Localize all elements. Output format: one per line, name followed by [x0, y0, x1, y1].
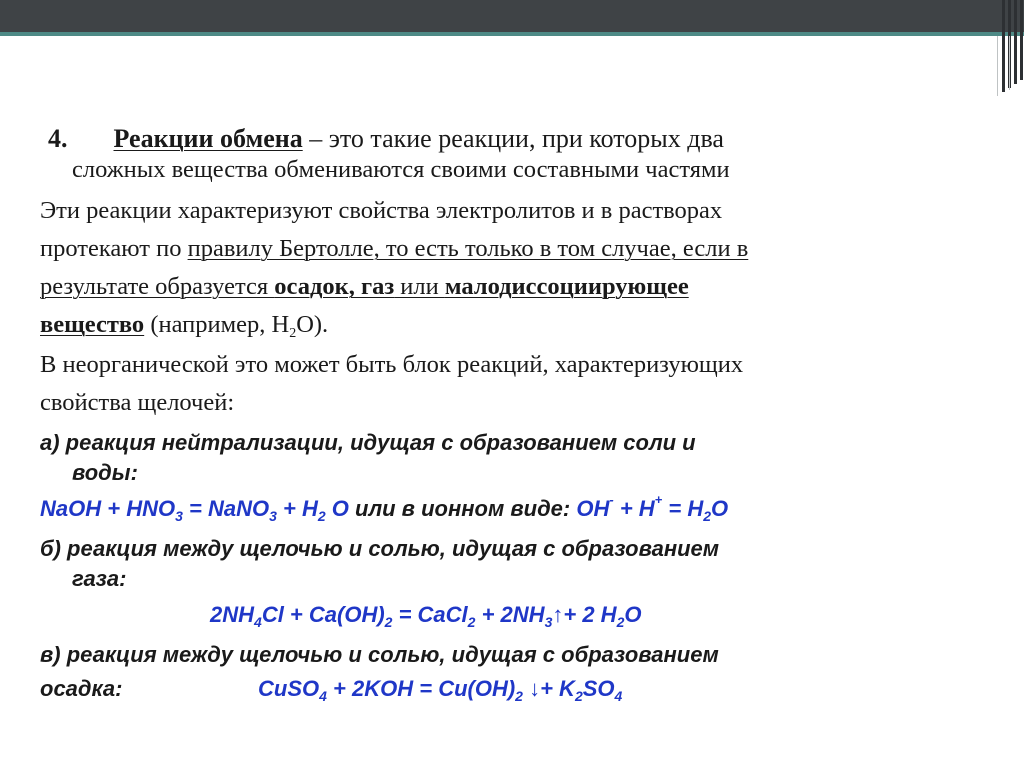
subscript: 2 [515, 688, 523, 704]
para2-line-2: свойства щелочей: [40, 389, 235, 416]
subscript: 3 [544, 614, 553, 630]
text-span: результате образуется [40, 273, 275, 300]
gas-arrow-icon: ↑ [552, 602, 564, 627]
subscript: 2 [574, 688, 583, 704]
eq-part: NaOH + HNO [40, 496, 176, 521]
berthollet-rule: правилу Бертолле, то есть только в том случае, если в [187, 235, 749, 262]
para1-line-1: Эти реакции характеризуют свойства электролитов и в растворах [40, 197, 723, 224]
superscript: - [609, 492, 614, 507]
title-line-2: сложных вещества обмениваются своими составными частями [72, 156, 730, 183]
title-term: Реакции обмена [113, 124, 303, 153]
eq-part: Cl + Ca(OH) [261, 602, 385, 627]
subscript: 2 [467, 614, 476, 630]
item-a-line-2: воды: [72, 460, 138, 485]
eq-part: = NaNO [182, 496, 270, 521]
ionic-form-label: или в ионном виде: [348, 496, 577, 521]
subscript: 3 [175, 508, 183, 524]
subscript: 2 [703, 508, 712, 524]
substance: вещество [40, 311, 145, 338]
eq-part: CuSO [258, 676, 320, 701]
text-span: протекают по [40, 235, 188, 262]
subscript: 4 [614, 688, 623, 704]
title-dash: – [302, 124, 329, 153]
weak-electrolyte: малодиссоциирующее [444, 273, 689, 300]
item-b-line-1: б) реакция между щелочью и солью, идущая с образованием [40, 536, 720, 561]
equation-precipitate [258, 674, 622, 704]
para1-line-4 [40, 310, 328, 340]
eq-part: O [711, 496, 729, 521]
equation-gas [210, 600, 641, 630]
eq-part: O [325, 496, 349, 521]
subscript: 4 [254, 614, 262, 630]
precipitate-gas: осадок, газ [274, 273, 395, 300]
eq-part: = CaCl [392, 602, 468, 627]
text-span: (например, Н [144, 311, 290, 338]
eq-part: SO [582, 676, 615, 701]
subscript: 2 [616, 614, 625, 630]
eq-part: OH [576, 496, 610, 521]
eq-part: + 2 H [563, 602, 617, 627]
item-c-line-2: осадка: [40, 676, 123, 701]
text-span: или [394, 273, 445, 300]
item-b-line-2: газа: [72, 566, 127, 591]
equation-neutralization [40, 494, 728, 524]
para1-line-2 [40, 234, 748, 264]
title-line-1 [48, 124, 724, 154]
para1-line-3 [40, 272, 689, 302]
title-rest: это такие реакции, при которых два [328, 124, 724, 153]
eq-part: + K [540, 676, 575, 701]
eq-part: + H [613, 496, 655, 521]
eq-part: + 2NH [475, 602, 545, 627]
title-number: 4. [48, 124, 68, 153]
item-a-line-1: а) реакция нейтрализации, идущая с образованием соли и [40, 430, 696, 455]
eq-part: O [624, 602, 642, 627]
eq-part: = H [662, 496, 704, 521]
subscript: 2 [317, 508, 326, 524]
subscript: 2 [384, 614, 393, 630]
item-c-line-1: в) реакция между щелочью и солью, идущая с образованием [40, 642, 719, 667]
subscript: 4 [319, 688, 327, 704]
eq-part: + H [276, 496, 318, 521]
eq-part: + 2KOH = Cu(OH) [326, 676, 516, 701]
eq-part: 2NH [210, 602, 255, 627]
text-span: О). [296, 311, 329, 338]
superscript: + [654, 492, 663, 507]
precipitate-arrow-icon: ↓ [522, 676, 541, 701]
subscript: 3 [269, 508, 277, 524]
para2-line-1: В неорганической это может быть блок реакций, характеризующих [40, 351, 744, 378]
subscript: 2 [289, 326, 297, 341]
